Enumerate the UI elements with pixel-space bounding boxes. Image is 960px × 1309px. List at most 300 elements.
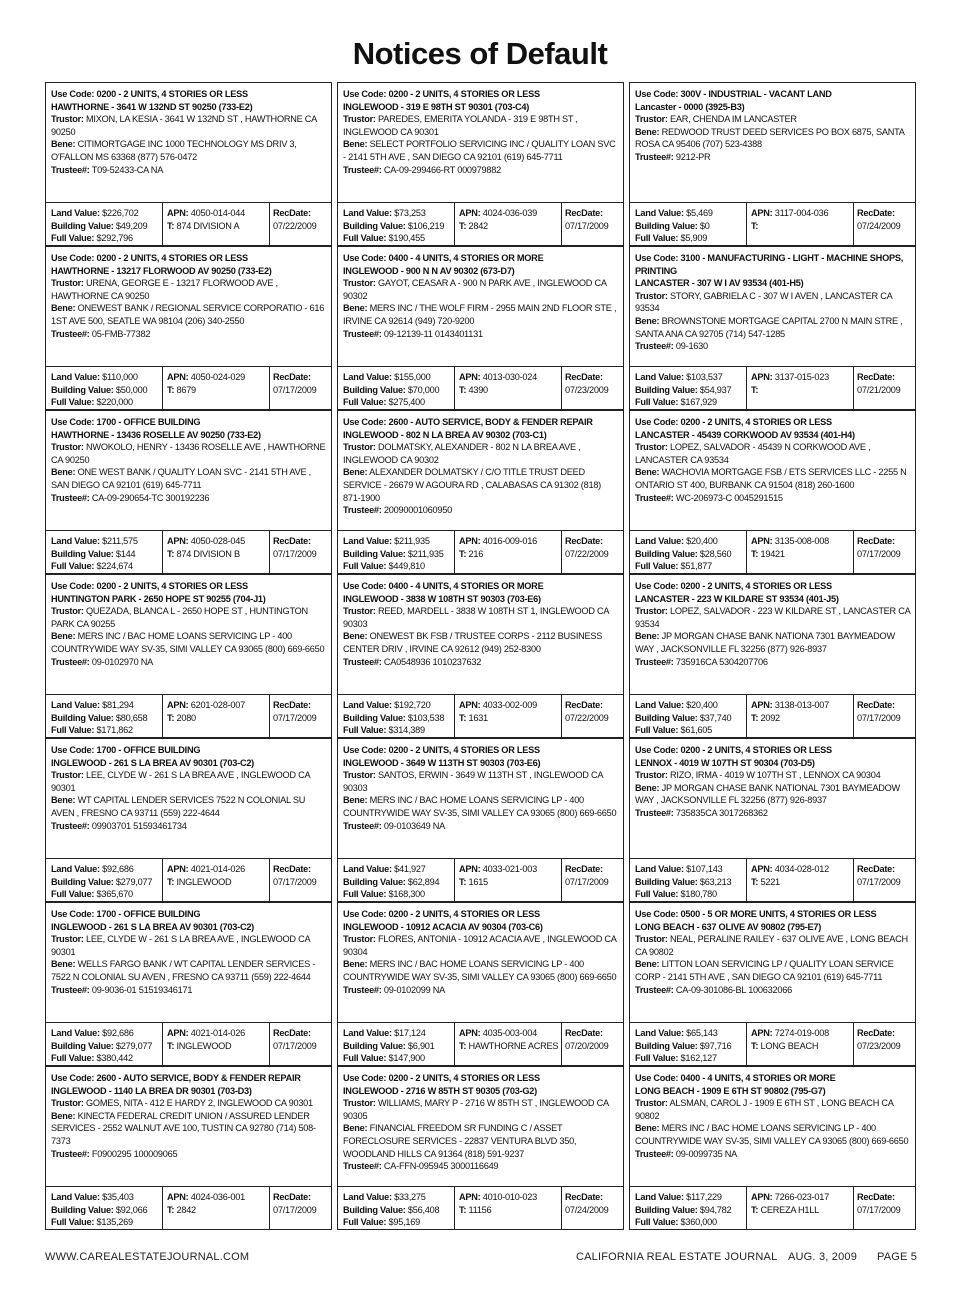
- tract-label: T:: [459, 1040, 467, 1051]
- beneficiary: [51, 1110, 326, 1148]
- apn-label: APN:: [167, 700, 189, 710]
- apn-value: 3137-015-023: [774, 372, 829, 382]
- apn-value: 4024-036-001: [190, 1192, 245, 1202]
- full-value-value: $168,300: [388, 889, 425, 900]
- trustor-value: ALSMAN, CAROL J - 1909 E 6TH ST , LONG BEACH CA 90802: [635, 1098, 894, 1121]
- building-value-label: Building Value:: [51, 548, 114, 559]
- parcel-cell: [747, 859, 854, 901]
- full-value-value: $365,670: [96, 889, 133, 900]
- recdate-value: 07/17/2009: [857, 1204, 901, 1215]
- beneficiary: [343, 466, 618, 504]
- land-value-value: $226,702: [102, 208, 139, 218]
- building-value-value: $103,538: [407, 712, 445, 723]
- beneficiary-label: Bene:: [343, 795, 368, 806]
- footer-publication: CALIFORNIA REAL ESTATE JOURNAL: [576, 1251, 778, 1263]
- property-address: Lancaster - 0000 (3925-B3): [635, 101, 745, 112]
- trustor-value: PAREDES, EMERITA YOLANDA - 319 E 98TH ST , INGLEWOOD CA 90301: [343, 114, 578, 137]
- full-value: [343, 1216, 450, 1229]
- trustee-number-label: Trustee#:: [343, 1161, 382, 1172]
- tract-value: HAWTHORNE ACRES: [468, 1040, 559, 1051]
- building-value: [635, 548, 742, 561]
- trustee-number-label: Trustee#:: [51, 984, 90, 995]
- recdate-value: 07/23/2009: [565, 384, 609, 395]
- land-value-value: $65,143: [686, 1028, 718, 1038]
- tract: [167, 876, 265, 889]
- value-grid: [45, 367, 332, 410]
- apn: [459, 699, 557, 712]
- building-value: [635, 1040, 742, 1053]
- use-code: Use Code: 0200 - 2 UNITS, 4 STORIES OR LESS: [51, 89, 248, 99]
- beneficiary-label: Bene:: [343, 139, 368, 150]
- full-value: [343, 1052, 450, 1065]
- property-address: INGLEWOOD - 10912 ACACIA AV 90304 (703-C6): [343, 921, 543, 932]
- building-value: [343, 1040, 450, 1053]
- trustor-value: RIZO, IRMA - 4019 W 107TH ST , LENNOX CA 90304: [670, 770, 881, 781]
- values-cell: [630, 203, 747, 245]
- trustee-number-value: 9212-PR: [675, 151, 711, 162]
- recdate-label: RecDate:: [857, 536, 895, 546]
- apn-value: 7274-019-008: [774, 1028, 829, 1038]
- use-code: Use Code: 0200 - 2 UNITS, 4 STORIES OR LESS: [343, 1073, 540, 1083]
- land-value-value: $192,720: [394, 700, 431, 710]
- apn: [167, 699, 265, 712]
- trustee-number-value: 09-9036-01 51519346171: [91, 984, 193, 995]
- beneficiary-label: Bene:: [343, 467, 368, 478]
- apn-value: 7266-023-017: [774, 1192, 829, 1202]
- full-value-label: Full Value:: [51, 561, 95, 572]
- beneficiary-label: Bene:: [635, 959, 660, 970]
- trustor-label: Trustor:: [343, 770, 376, 781]
- trustor-label: Trustor:: [51, 278, 84, 289]
- value-grid: [45, 859, 332, 902]
- recdate-label: RecDate:: [273, 536, 311, 546]
- trustee-number: [343, 504, 618, 517]
- tract-value: INGLEWOOD: [176, 876, 232, 887]
- full-value-label: Full Value:: [51, 889, 95, 900]
- building-value: [51, 1204, 158, 1217]
- building-value-label: Building Value:: [343, 220, 406, 231]
- notice-entry: [629, 410, 916, 574]
- land-value-label: Land Value:: [51, 1028, 100, 1038]
- building-value-value: $211,935: [407, 548, 444, 559]
- parcel-cell: [163, 695, 270, 737]
- land-value: [343, 207, 450, 220]
- beneficiary: [635, 315, 910, 340]
- full-value-label: Full Value:: [51, 397, 95, 408]
- building-value-label: Building Value:: [635, 384, 698, 395]
- apn-label: APN:: [167, 1192, 189, 1202]
- trustee-number: [343, 820, 618, 833]
- tract: [751, 1204, 849, 1217]
- trustee-number: [635, 492, 910, 505]
- beneficiary: [635, 1122, 910, 1147]
- beneficiary-label: Bene:: [343, 1123, 368, 1134]
- recdate-label: RecDate:: [273, 700, 311, 710]
- tract: [751, 548, 849, 561]
- building-value: [51, 384, 158, 397]
- land-value: [343, 699, 450, 712]
- tract-label: T:: [167, 876, 175, 887]
- tract-label: T:: [459, 876, 467, 887]
- recdate-value: 07/23/2009: [857, 1040, 901, 1051]
- full-value: [51, 560, 158, 573]
- trustee-number-value: 735916CA 5304207706: [675, 656, 768, 667]
- tract-label: T:: [751, 1204, 759, 1215]
- recdate-label: RecDate:: [565, 208, 603, 218]
- building-value-value: $62,894: [407, 876, 440, 887]
- notice-details: [629, 738, 916, 859]
- beneficiary: [635, 630, 910, 655]
- trustee-number-value: 09-0099735 NA: [675, 1148, 738, 1159]
- trustor: [51, 1097, 326, 1110]
- notice-entry: [45, 574, 332, 738]
- recording-date-cell: [854, 859, 915, 901]
- land-value: [51, 699, 158, 712]
- full-value-label: Full Value:: [51, 725, 95, 736]
- property-address: HAWTHORNE - 3641 W 132ND ST 90250 (733-E2): [51, 101, 253, 112]
- apn-label: APN:: [167, 208, 189, 218]
- trustor-value: WILLIAMS, MARY P - 2716 W 85TH ST , INGLEWOOD CA 90305: [343, 1098, 609, 1121]
- use-code: Use Code: 2600 - AUTO SERVICE, BODY & FENDER REPAIR: [51, 1073, 301, 1083]
- building-value-label: Building Value:: [635, 712, 698, 723]
- tract-value: INGLEWOOD: [176, 1040, 232, 1051]
- building-value-label: Building Value:: [343, 1040, 406, 1051]
- building-value-label: Building Value:: [635, 1040, 698, 1051]
- apn: [751, 1027, 849, 1040]
- recording-date-cell: [270, 859, 331, 901]
- beneficiary-value: MERS INC / BAC HOME LOANS SERVICING LP - 400 COUNTRYWIDE WAY SV-35, SIMI VALLEY CA 93065 (800) 669-6650: [635, 1123, 909, 1146]
- recording-date-cell: [270, 531, 331, 573]
- full-value-value: $292,796: [96, 233, 133, 244]
- values-cell: [630, 695, 747, 737]
- trustee-number-label: Trustee#:: [51, 492, 90, 503]
- beneficiary-value: MERS INC / BAC HOME LOANS SERVICING LP - 400 COUNTRYWIDE WAY SV-35, SIMI VALLEY CA 93065 (800) 669-6650: [51, 631, 325, 654]
- full-value-value: $275,400: [388, 397, 425, 408]
- full-value-value: $5,909: [680, 233, 708, 244]
- tract: [167, 1040, 265, 1053]
- land-value-value: $20,400: [686, 700, 718, 710]
- trustor-label: Trustor:: [343, 934, 376, 945]
- beneficiary-label: Bene:: [51, 467, 76, 478]
- trustor-value: FLORES, ANTONIA - 10912 ACACIA AVE , INGLEWOOD CA 90304: [343, 934, 617, 957]
- full-value-value: $180,780: [680, 889, 717, 900]
- recdate-value: 07/20/2009: [565, 1040, 609, 1051]
- trustor-label: Trustor:: [635, 770, 668, 781]
- recdate-value: 07/17/2009: [857, 876, 901, 887]
- use-code: Use Code: 0200 - 2 UNITS, 4 STORIES OR LESS: [343, 745, 540, 755]
- full-value-value: $360,000: [680, 1217, 717, 1228]
- building-value-value: $49,209: [115, 220, 148, 231]
- tract-value: 11156: [468, 1204, 492, 1215]
- land-value: [635, 699, 742, 712]
- building-value: [51, 220, 158, 233]
- footer-website: WWW.CAREALESTATEJOURNAL.COM: [45, 1251, 250, 1263]
- beneficiary-label: Bene:: [635, 315, 660, 326]
- recdate-label: RecDate:: [857, 1028, 895, 1038]
- tract-value: 2842: [468, 220, 488, 231]
- property-address: INGLEWOOD - 319 E 98TH ST 90301 (703-C4): [343, 101, 530, 112]
- land-value: [343, 1027, 450, 1040]
- building-value-value: $80,658: [115, 712, 148, 723]
- building-value: [51, 876, 158, 889]
- trustor: [343, 769, 618, 794]
- full-value-label: Full Value:: [635, 889, 679, 900]
- full-value-value: $220,000: [96, 397, 133, 408]
- apn-label: APN:: [751, 372, 773, 382]
- land-value-label: Land Value:: [635, 864, 684, 874]
- building-value-label: Building Value:: [51, 712, 114, 723]
- property-address: HAWTHORNE - 13217 FLORWOOD AV 90250 (733-E2): [51, 265, 272, 276]
- land-value-label: Land Value:: [635, 208, 684, 218]
- parcel-cell: [163, 367, 270, 409]
- apn: [751, 207, 849, 220]
- full-value-value: $61,605: [680, 725, 712, 736]
- apn-value: 4010-010-023: [482, 1192, 537, 1202]
- building-value-label: Building Value:: [343, 876, 406, 887]
- parcel-cell: [163, 203, 270, 245]
- trustor-value: LOPEZ, SALVADOR - 45439 N CORKWOOD AVE , LANCASTER CA 93534: [635, 442, 871, 465]
- trustee-number: [635, 807, 910, 820]
- beneficiary-value: MERS INC / THE WOLF FIRM - 2955 MAIN 2ND FLOOR STE , IRVINE CA 92614 (949) 720-9200: [343, 303, 617, 326]
- apn-label: APN:: [751, 864, 773, 874]
- trustor: [343, 441, 618, 466]
- property-address: INGLEWOOD - 261 S LA BREA AV 90301 (703-C2): [51, 921, 254, 932]
- apn-value: 4035-003-004: [482, 1028, 537, 1038]
- tract-label: T:: [167, 384, 175, 395]
- recdate-value: 07/22/2009: [565, 712, 609, 723]
- property-address: INGLEWOOD - 1140 LA BREA DR 90301 (703-D3): [51, 1085, 252, 1096]
- building-value-value: $279,077: [115, 1040, 153, 1051]
- tract-label: T:: [459, 548, 467, 559]
- use-code: Use Code: 0200 - 2 UNITS, 4 STORIES OR LESS: [635, 417, 832, 427]
- notice-entry: [337, 574, 624, 738]
- value-grid: [45, 1187, 332, 1230]
- recdate-label: RecDate:: [273, 1028, 311, 1038]
- apn: [751, 371, 849, 384]
- trustor-value: REED, MARDELL - 3838 W 108TH ST 1, INGLEWOOD CA 90303: [343, 606, 609, 629]
- property-address: INGLEWOOD - 2716 W 85TH ST 90305 (703-G2): [343, 1085, 537, 1096]
- land-value: [343, 1191, 450, 1204]
- land-value: [635, 371, 742, 384]
- recording-date-cell: [562, 203, 623, 245]
- trustee-number-label: Trustee#:: [635, 807, 674, 818]
- building-value-value: $106,219: [407, 220, 445, 231]
- trustor-label: Trustor:: [635, 442, 668, 453]
- full-value: [635, 232, 742, 245]
- trustor-value: DOLMATSKY, ALEXANDER - 802 N LA BREA AVE , INGLEWOOD CA 90302: [343, 442, 581, 465]
- trustee-number-value: 09-0102970 NA: [91, 656, 154, 667]
- building-value-label: Building Value:: [51, 1040, 114, 1051]
- apn-label: APN:: [459, 372, 481, 382]
- full-value-label: Full Value:: [51, 1053, 95, 1064]
- land-value-value: $41,927: [394, 864, 426, 874]
- notice-entry: [45, 738, 332, 902]
- building-value-value: $56,408: [407, 1204, 440, 1215]
- tract: [459, 1040, 557, 1053]
- apn-label: APN:: [751, 536, 773, 546]
- land-value-value: $103,537: [686, 372, 723, 382]
- property-address: HAWTHORNE - 13436 ROSELLE AV 90250 (733-E2): [51, 429, 261, 440]
- recording-date-cell: [270, 1187, 331, 1229]
- trustee-number-value: 09-0103649 NA: [383, 820, 446, 831]
- notice-entry: [45, 82, 332, 246]
- building-value-label: Building Value:: [343, 384, 406, 395]
- beneficiary-value: ONEWEST BANK / REGIONAL SERVICE CORPORATIO - 616 1ST AVE 500, SEATLE WA 98104 (206) 340-2550: [51, 303, 325, 326]
- value-grid: [629, 859, 916, 902]
- values-cell: [338, 203, 455, 245]
- notice-entry: [629, 246, 916, 410]
- trustee-number-value: 09-0102099 NA: [383, 984, 446, 995]
- values-cell: [46, 531, 163, 573]
- parcel-cell: [747, 695, 854, 737]
- beneficiary-label: Bene:: [343, 303, 368, 314]
- property-address: LANCASTER - 45439 CORKWOOD AV 93534 (401-H4): [635, 429, 855, 440]
- beneficiary-label: Bene:: [51, 795, 76, 806]
- beneficiary-label: Bene:: [51, 1110, 76, 1121]
- value-grid: [629, 695, 916, 738]
- property-address: LANCASTER - 307 W I AV 93534 (401-H5): [635, 278, 804, 289]
- trustee-number: [343, 164, 618, 177]
- recording-date-cell: [854, 1187, 915, 1229]
- trustor-value: LOPEZ, SALVADOR - 223 W KILDARE ST , LANCASTER CA 93534: [635, 606, 910, 629]
- recdate-value: 07/17/2009: [273, 712, 317, 723]
- land-value-label: Land Value:: [51, 864, 100, 874]
- trustee-number-label: Trustee#:: [51, 1148, 90, 1159]
- trustor-label: Trustor:: [635, 606, 668, 617]
- recdate-label: RecDate:: [857, 208, 895, 218]
- values-cell: [338, 695, 455, 737]
- full-value-label: Full Value:: [51, 233, 95, 244]
- recdate-value: 07/24/2009: [565, 1204, 609, 1215]
- recording-date-cell: [270, 203, 331, 245]
- beneficiary-value: CITIMORTGAGE INC 1000 TECHNOLOGY MS DRIV 3, O'FALLON MS 63368 (877) 576-0472: [51, 139, 297, 162]
- trustor: [343, 113, 618, 138]
- recdate-label: RecDate:: [565, 1192, 603, 1202]
- apn: [459, 1191, 557, 1204]
- tract-value: 2080: [176, 712, 196, 723]
- recording-date-cell: [562, 1023, 623, 1065]
- recdate-value: 07/17/2009: [273, 384, 317, 395]
- full-value-label: Full Value:: [635, 725, 679, 736]
- notice-entry: [45, 410, 332, 574]
- trustor-label: Trustor:: [343, 442, 376, 453]
- building-value-value: $28,560: [699, 548, 732, 559]
- beneficiary: [635, 126, 910, 151]
- use-code: Use Code: 0200 - 2 UNITS, 4 STORIES OR LESS: [51, 581, 248, 591]
- tract: [459, 712, 557, 725]
- trustee-number-label: Trustee#:: [51, 164, 90, 175]
- notice-details: [337, 246, 624, 367]
- land-value: [635, 1027, 742, 1040]
- building-value: [343, 220, 450, 233]
- notice-entry: [629, 574, 916, 738]
- notice-details: [45, 902, 332, 1023]
- trustor-label: Trustor:: [635, 934, 668, 945]
- trustee-number-label: Trustee#:: [635, 984, 674, 995]
- notice-details: [629, 246, 916, 367]
- beneficiary-value: ONE WEST BANK / QUALITY LOAN SVC - 2141 5TH AVE , SAN DIEGO CA 92101 (619) 645-7711: [51, 467, 311, 490]
- beneficiary: [343, 1122, 618, 1160]
- beneficiary-label: Bene:: [343, 631, 368, 642]
- tract-label: T:: [751, 1040, 759, 1051]
- use-code: Use Code: 0400 - 4 UNITS, 4 STORIES OR MORE: [343, 253, 544, 263]
- trustee-number: [635, 984, 910, 997]
- beneficiary: [51, 466, 326, 491]
- beneficiary-label: Bene:: [635, 782, 660, 793]
- values-cell: [630, 1187, 747, 1229]
- values-cell: [46, 203, 163, 245]
- apn: [167, 207, 265, 220]
- land-value: [343, 863, 450, 876]
- recording-date-cell: [562, 367, 623, 409]
- building-value: [51, 712, 158, 725]
- tract-value: LONG BEACH: [760, 1040, 819, 1051]
- notice-entry: [629, 902, 916, 1066]
- trustee-number-value: CA-09-301086-BL 100632066: [675, 984, 792, 995]
- land-value-value: $81,294: [102, 700, 134, 710]
- recdate-label: RecDate:: [565, 372, 603, 382]
- beneficiary-value: WT CAPITAL LENDER SERVICES 7522 N COLONIAL SU AVEN , FRESNO CA 93711 (559) 222-4644: [51, 795, 306, 818]
- use-code: Use Code: 300V - INDUSTRIAL - VACANT LAND: [635, 89, 832, 99]
- building-value-value: $50,000: [115, 384, 148, 395]
- trustor: [51, 605, 326, 630]
- apn-label: APN:: [751, 1192, 773, 1202]
- building-value: [635, 876, 742, 889]
- value-grid: [337, 859, 624, 902]
- tract-value: 2092: [760, 712, 780, 723]
- building-value: [343, 548, 450, 561]
- property-address: INGLEWOOD - 261 S LA BREA AV 90301 (703-C2): [51, 757, 254, 768]
- full-value: [51, 232, 158, 245]
- tract-label: T:: [751, 876, 759, 887]
- apn-label: APN:: [459, 208, 481, 218]
- trustor: [635, 441, 910, 466]
- use-code: Use Code: 1700 - OFFICE BUILDING: [51, 417, 201, 427]
- values-cell: [338, 531, 455, 573]
- notice-entry: [629, 82, 916, 246]
- building-value: [343, 1204, 450, 1217]
- apn-value: 4021-014-026: [190, 1028, 245, 1038]
- tract-value: 2842: [176, 1204, 196, 1215]
- values-cell: [630, 859, 747, 901]
- full-value-value: $171,862: [96, 725, 133, 736]
- recording-date-cell: [562, 859, 623, 901]
- parcel-cell: [455, 203, 562, 245]
- apn-label: APN:: [459, 536, 481, 546]
- values-cell: [46, 1023, 163, 1065]
- tract: [751, 712, 849, 725]
- building-value-value: $92,066: [115, 1204, 148, 1215]
- tract: [167, 548, 265, 561]
- notice-details: [337, 574, 624, 695]
- recording-date-cell: [854, 203, 915, 245]
- trustor: [51, 769, 326, 794]
- use-code: Use Code: 0200 - 2 UNITS, 4 STORIES OR LESS: [635, 745, 832, 755]
- trustor-label: Trustor:: [51, 770, 84, 781]
- land-value-value: $20,400: [686, 536, 718, 546]
- recdate-label: RecDate:: [857, 1192, 895, 1202]
- notice-entry: [45, 1066, 332, 1230]
- recording-date-cell: [562, 1187, 623, 1229]
- apn: [459, 207, 557, 220]
- recording-date-cell: [854, 531, 915, 573]
- trustee-number-label: Trustee#:: [51, 328, 90, 339]
- property-address: LONG BEACH - 637 OLIVE AV 90802 (795-E7): [635, 921, 822, 932]
- trustor: [635, 605, 910, 630]
- beneficiary: [343, 630, 618, 655]
- notice-details: [337, 82, 624, 203]
- land-value-value: $211,935: [394, 536, 430, 546]
